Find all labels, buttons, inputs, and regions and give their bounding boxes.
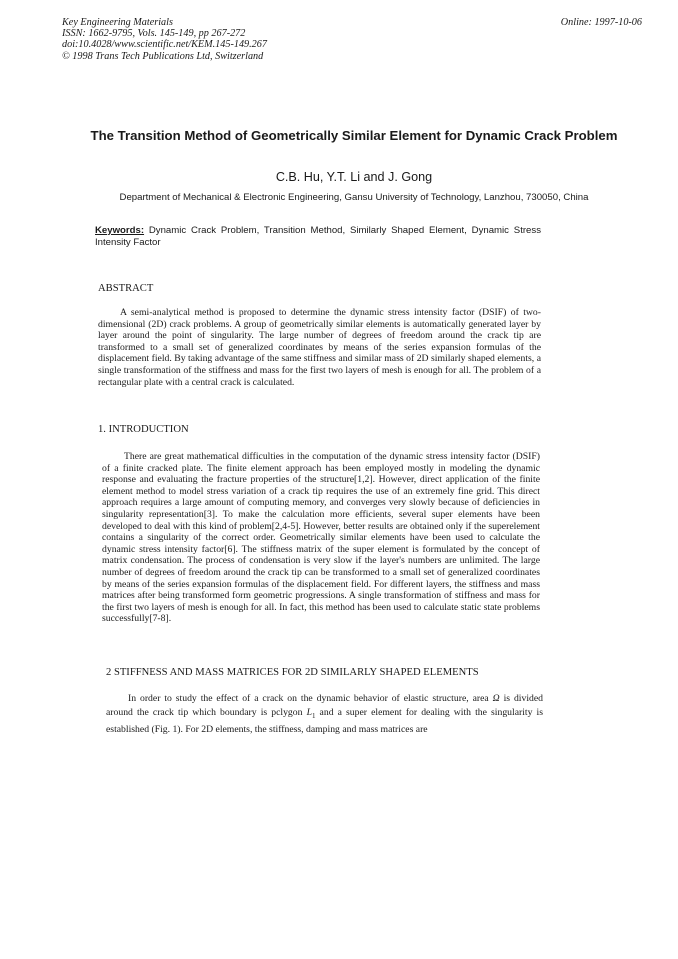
online-date: Online: 1997-10-06: [560, 17, 642, 28]
keywords-text: Dynamic Crack Problem, Transition Method, Similarly Shaped Element, Dynamic Stress Intensity Factor: [95, 225, 541, 248]
introduction-heading: 1. INTRODUCTION: [98, 424, 189, 435]
section2-text: [106, 692, 543, 737]
paper-authors: C.B. Hu, Y.T. Li and J. Gong: [275, 170, 433, 184]
paper-affiliation: Department of Mechanical & Electronic Engineering, Gansu University of Technology, Lanzhou, 730050, China: [119, 192, 589, 203]
doi-line: doi:10.4028/www.scientific.net/KEM.145-149.267: [62, 39, 267, 51]
section2-heading: 2 STIFFNESS AND MASS MATRICES FOR 2D SIMILARLY SHAPED ELEMENTS: [106, 667, 479, 678]
section2-text-part1: In order to study the effect of a crack on the dynamic behavior of elastic structure, area: [128, 693, 489, 704]
journal-info: [62, 17, 267, 62]
issn-line: ISSN: 1662-9795, Vols. 145-149, pp 267-272: [62, 28, 246, 40]
paper-title: The Transition Method of Geometrically Similar Element for Dynamic Crack Problem: [90, 128, 618, 143]
l-symbol: L: [306, 707, 312, 718]
journal-name: Key Engineering Materials: [62, 17, 173, 28]
section2-text-part3: and a super element for dealing with the singularity is established (Fig. 1). For 2D elements, the stiffness, damping and mass matrices are: [106, 707, 544, 735]
abstract-text: A semi-analytical method is proposed to determine the dynamic stress intensity factor (DSIF) of two-dimensional (2D) crack problems. A group of geometrically similar elements is automatically generated layer by layer around the point of singularity. The large number of degrees of freedom around the crack tip are transformed to a small set of generalized coordinates by means of the series expansion formulas of the displacement field. By taking advantage of the same stiffness and similar mass of 2D similarly shaped elements, a single transformation of the stiffness and mass for the first two layers of mesh is enough for all. The problem of a rectangular plate with a central crack is calculated.: [98, 307, 541, 388]
l-subscript: 1: [311, 711, 316, 720]
copyright-line: © 1998 Trans Tech Publications Ltd, Switzerland: [62, 50, 264, 62]
keywords-block: [95, 225, 541, 248]
abstract-heading: ABSTRACT: [98, 283, 154, 294]
section2-text-part2: is divided around the crack tip which boundary is pclygon: [106, 693, 544, 718]
omega-symbol: Ω: [492, 693, 500, 704]
keywords-label: Keywords:: [95, 225, 145, 236]
introduction-text: There are great mathematical difficulties in the computation of the dynamic stress intensity factor (DSIF) of a finite cracked plate. The finite element approach has been employed mostly in modeling the dynamic response and evaluating the fracture properties of the structure[1,2]. However, direct application of the finite element method to model stress variation of a crack tip requires the use of an extremely fine grid. This direct approach requires a large amount of computing memory, and converges very slowly because of deficiencies in singularity representation[3]. To make the calculation more efficients, several super elements have been developed to deal with this kind of problem[2,4-5]. However, better results are obtained only if the superelement contains a singularity of the correct order. Geometrically similar elements have been used to calculate the dynamic stress intensity factor[6]. The stiffness matrix of the super element is formulated by the concept of matrix condensation. The process of condensation is very slow if the layer's numbers are unlimited. The large number of degrees of freedom around the crack tip can be transformed to a small set of generalized coordinates by means of the series expansion formulas of the displacement field. For different layers, the stiffness and mass matrices after being transformed form geometric progressions. A single transformation of stiffness and mass for the first two layers of mesh is enough for all. In fact, this method has been used to calculate static state problems successfully[7-8].: [102, 451, 540, 625]
